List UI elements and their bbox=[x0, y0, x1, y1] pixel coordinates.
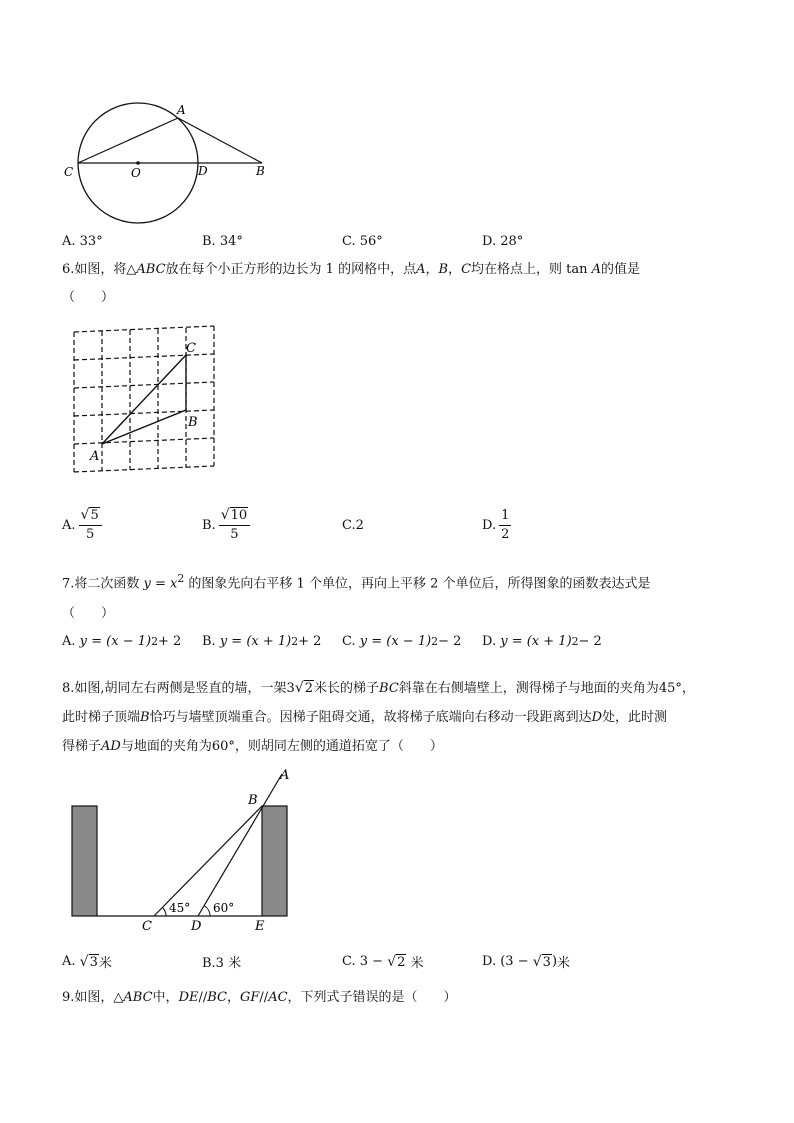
label-d: D bbox=[191, 919, 202, 934]
q6-stem: 6.如图，将△ABC放在每个小正方形的边长为 1 的网格中，点A，B，C均在格点上，则 tan A的值是 （ ） bbox=[62, 262, 641, 305]
label-a: A bbox=[90, 449, 100, 464]
q5-option-c[interactable]: C. 56° bbox=[342, 234, 383, 249]
q8-alley-figure bbox=[62, 762, 302, 937]
q6-grid-figure bbox=[64, 322, 224, 482]
label-60: 60° bbox=[213, 901, 235, 915]
fraction: $\frac{√5}{5}$ bbox=[79, 506, 102, 544]
fraction: $\frac{√10}{5}$ bbox=[219, 506, 250, 544]
triangle-abc bbox=[102, 355, 186, 444]
line-ab bbox=[178, 118, 262, 163]
q6-option-b[interactable]: B. $\frac{√10}{5}$ bbox=[202, 506, 342, 544]
q6-option-d[interactable]: D. $\frac{1}{2}$ bbox=[482, 507, 510, 542]
q7-answer-paren[interactable]: （ ） bbox=[62, 606, 115, 622]
q5-circle-figure bbox=[60, 95, 290, 235]
q7-option-b[interactable]: B. y = (x + 1) 2 + 2 bbox=[202, 634, 322, 649]
label-45: 45° bbox=[169, 901, 191, 915]
q7-options bbox=[62, 634, 752, 649]
q6-options bbox=[62, 506, 752, 544]
q6-option-c[interactable]: C.2 bbox=[342, 517, 364, 533]
label-o: O bbox=[131, 166, 141, 180]
q8-option-b[interactable]: B.3 米 bbox=[202, 956, 242, 971]
right-wall bbox=[262, 806, 287, 916]
q7-option-a[interactable]: A. y = (x − 1) 2 + 2 bbox=[62, 634, 182, 649]
label-c: C bbox=[142, 919, 152, 934]
q5-option-a[interactable]: A. 33° bbox=[62, 234, 103, 249]
q7-option-d[interactable]: D. y = (x + 1) 2 − 2 bbox=[482, 634, 602, 649]
angle-arc-45 bbox=[163, 908, 167, 917]
line-ca bbox=[78, 118, 178, 163]
label-d: D bbox=[198, 164, 208, 178]
fraction: $\frac{1}{2}$ bbox=[501, 507, 510, 542]
label-c: C bbox=[64, 165, 74, 179]
q5-option-b[interactable]: B. 34° bbox=[202, 234, 243, 249]
angle-arc-60 bbox=[204, 906, 210, 916]
label-e: E bbox=[255, 919, 265, 934]
label-b: B bbox=[188, 415, 198, 430]
left-wall bbox=[72, 806, 97, 916]
q6-answer-paren[interactable]: （ ） bbox=[62, 290, 115, 305]
q5-options bbox=[62, 234, 752, 249]
q7-stem: 7.将二次函数 $y = x^2$ 的图象先向右平移 1 个单位，再向上平移 2 个单位后，所得图象的函数表达式是 （ ） bbox=[62, 572, 651, 622]
label-a: A bbox=[280, 768, 290, 783]
q8-options bbox=[62, 952, 752, 971]
label-b: B bbox=[248, 793, 258, 808]
q8-stem: 8.如图,胡同左右两侧是竖直的墙，一架3√2米长的梯子BC斜靠在右侧墙壁上，测得梯子与地面的夹角为45°， 此时梯子顶端B恰巧与墙壁顶端重合。因梯子阻碍交通，故将梯子底端向右移动一段距离到达D处，此时测 得梯子AD与地面的夹角为60°，则胡同左侧的通道拓宽了（ ） bbox=[62, 680, 695, 754]
q7-option-c[interactable]: C. y = (x − 1) 2 − 2 bbox=[342, 634, 462, 649]
q6-option-a[interactable]: A. $\frac{√5}{5}$ bbox=[62, 506, 202, 544]
q8-option-d[interactable]: D. (3 − √ 3 ) 米 bbox=[482, 953, 571, 971]
q8-option-a[interactable]: A. √ 3 米 bbox=[62, 953, 112, 971]
q8-option-c[interactable]: C. 3 − √ 2 米 bbox=[342, 953, 424, 971]
center-dot bbox=[136, 161, 140, 165]
q9-stem: 9.如图，△ABC中，DE//BC，GF//AC，下列式子错误的是（ ） bbox=[62, 990, 457, 1005]
label-b: B bbox=[256, 164, 265, 178]
label-c: C bbox=[186, 341, 196, 356]
q5-option-d[interactable]: D. 28° bbox=[482, 234, 524, 249]
label-a: A bbox=[177, 103, 186, 117]
